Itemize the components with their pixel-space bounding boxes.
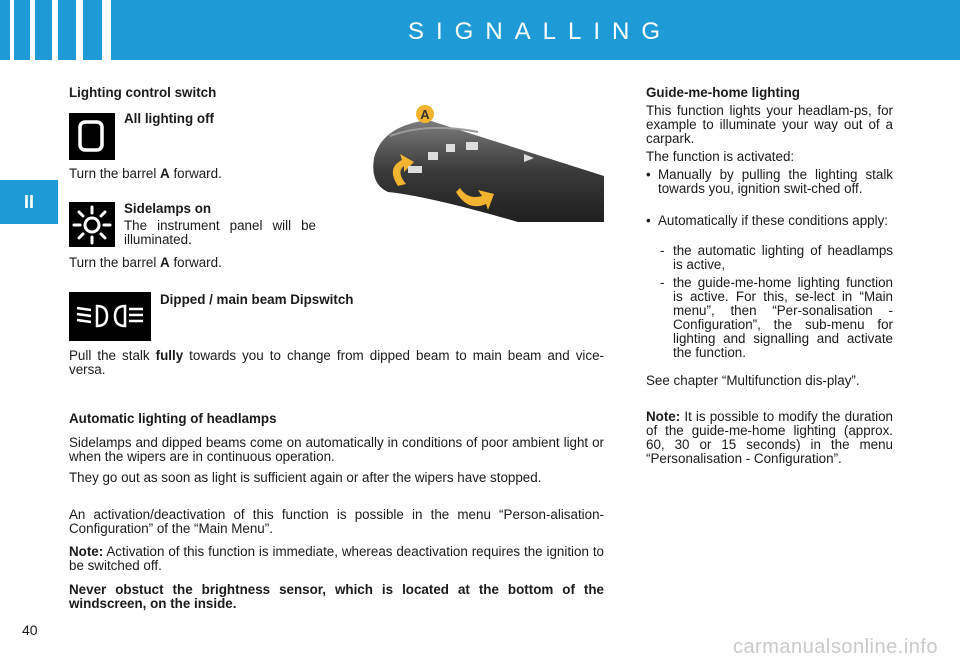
guide-me-home-heading: Guide-me-home lighting xyxy=(646,85,800,100)
chapter-tab: II xyxy=(0,180,58,224)
guide-me-home-note xyxy=(646,410,893,466)
guide-me-home-p2: The function is activated: xyxy=(646,149,795,164)
automatic-lighting-p1: Sidelamps and dipped beams come on automatically in conditions of poor ambient light or when the wipers are in continuous operation. xyxy=(69,435,604,464)
all-lighting-off-instruction xyxy=(69,167,222,181)
lighting-stalk-illustration xyxy=(368,96,604,222)
bullet-dot: • xyxy=(646,213,651,228)
dipswitch-text xyxy=(69,349,604,377)
barrel-letter: A xyxy=(160,166,170,181)
automatic-lighting-note xyxy=(69,545,604,573)
all-lighting-off-title: All lighting off xyxy=(124,111,214,126)
stalk-label-a: A xyxy=(420,107,430,122)
dipswitch-text-pre: Pull the stalk xyxy=(69,348,156,363)
guide-me-home-dash-1: the automatic lighting of headlamps is active, xyxy=(673,243,893,272)
bullet-dot: • xyxy=(646,167,651,182)
header-stripe xyxy=(10,0,14,60)
header-stripe xyxy=(30,0,35,60)
barrel-letter: A xyxy=(160,255,170,270)
section-heading-lighting-switch: Lighting control switch xyxy=(69,85,217,100)
page-title: SIGNALLING xyxy=(407,18,673,45)
dash-mark: - xyxy=(660,243,665,258)
header-bar xyxy=(0,0,960,60)
instruction-text: forward. xyxy=(169,255,222,270)
guide-me-home-bullet-2: Automatically if these conditions apply: xyxy=(658,213,888,228)
guide-me-home-see: See chapter “Multifunction dis-play”. xyxy=(646,373,860,388)
header-stripe xyxy=(102,0,111,60)
note-text: Activation of this function is immediate, whereas deactivation requires the ignition to be switched off. xyxy=(69,544,604,573)
dipswitch-text-bold: fully xyxy=(155,348,184,363)
guide-me-home-bullet-1: Manually by pulling the lighting stalk towards you, ignition swit-ched off. xyxy=(658,167,893,196)
dash-mark: - xyxy=(660,275,665,290)
note-label: Note: xyxy=(646,409,681,424)
page-number: 40 xyxy=(22,622,38,638)
header-stripe xyxy=(76,0,83,60)
guide-me-home-dash-2: the guide-me-home lighting function is active. For this, se-lect in “Main menu”, then “Per-sonalisation - Configuration”, the sub-menu for lighting and signalling and activate the function. xyxy=(673,275,893,360)
note-label: Note: xyxy=(69,544,104,559)
sidelamps-on-title: Sidelamps on xyxy=(124,201,212,216)
guide-me-home-p1: This function lights your headlam-ps, for example to illuminate your way out of a carpark. xyxy=(646,103,893,146)
sidelamps-instruction xyxy=(69,256,222,270)
beam-headlamp-icon xyxy=(69,292,151,341)
sidelamp-icon xyxy=(69,202,115,247)
sidelamps-on-desc: The instrument panel will be illuminated. xyxy=(124,218,316,247)
note-text: It is possible to modify the duration of the guide-me-home lighting (approx. 60, 30 or 15 seconds) in the menu “Personalisation - Configuration”. xyxy=(646,409,893,466)
automatic-lighting-heading: Automatic lighting of headlamps xyxy=(69,411,277,426)
instruction-text: Turn the barrel xyxy=(69,255,161,270)
automatic-lighting-p3: An activation/deactivation of this function is possible in the menu “Person-alisation-Configuration” of the “Main Menu”. xyxy=(69,507,604,536)
dipswitch-text-post: towards you to change from dipped beam to main beam and vice-versa. xyxy=(69,348,605,377)
instruction-text: forward. xyxy=(169,166,222,181)
automatic-lighting-p2: They go out as soon as light is sufficient again or after the wipers have stopped. xyxy=(69,470,542,485)
light-off-icon xyxy=(69,113,115,160)
instruction-text: Turn the barrel xyxy=(69,166,161,181)
header-stripe xyxy=(52,0,58,60)
dipswitch-title: Dipped / main beam Dipswitch xyxy=(160,292,354,307)
sensor-warning: Never obstuct the brightness sensor, which is located at the bottom of the windscreen, on the inside. xyxy=(69,582,604,611)
watermark: carmanualsonline.info xyxy=(732,636,938,658)
